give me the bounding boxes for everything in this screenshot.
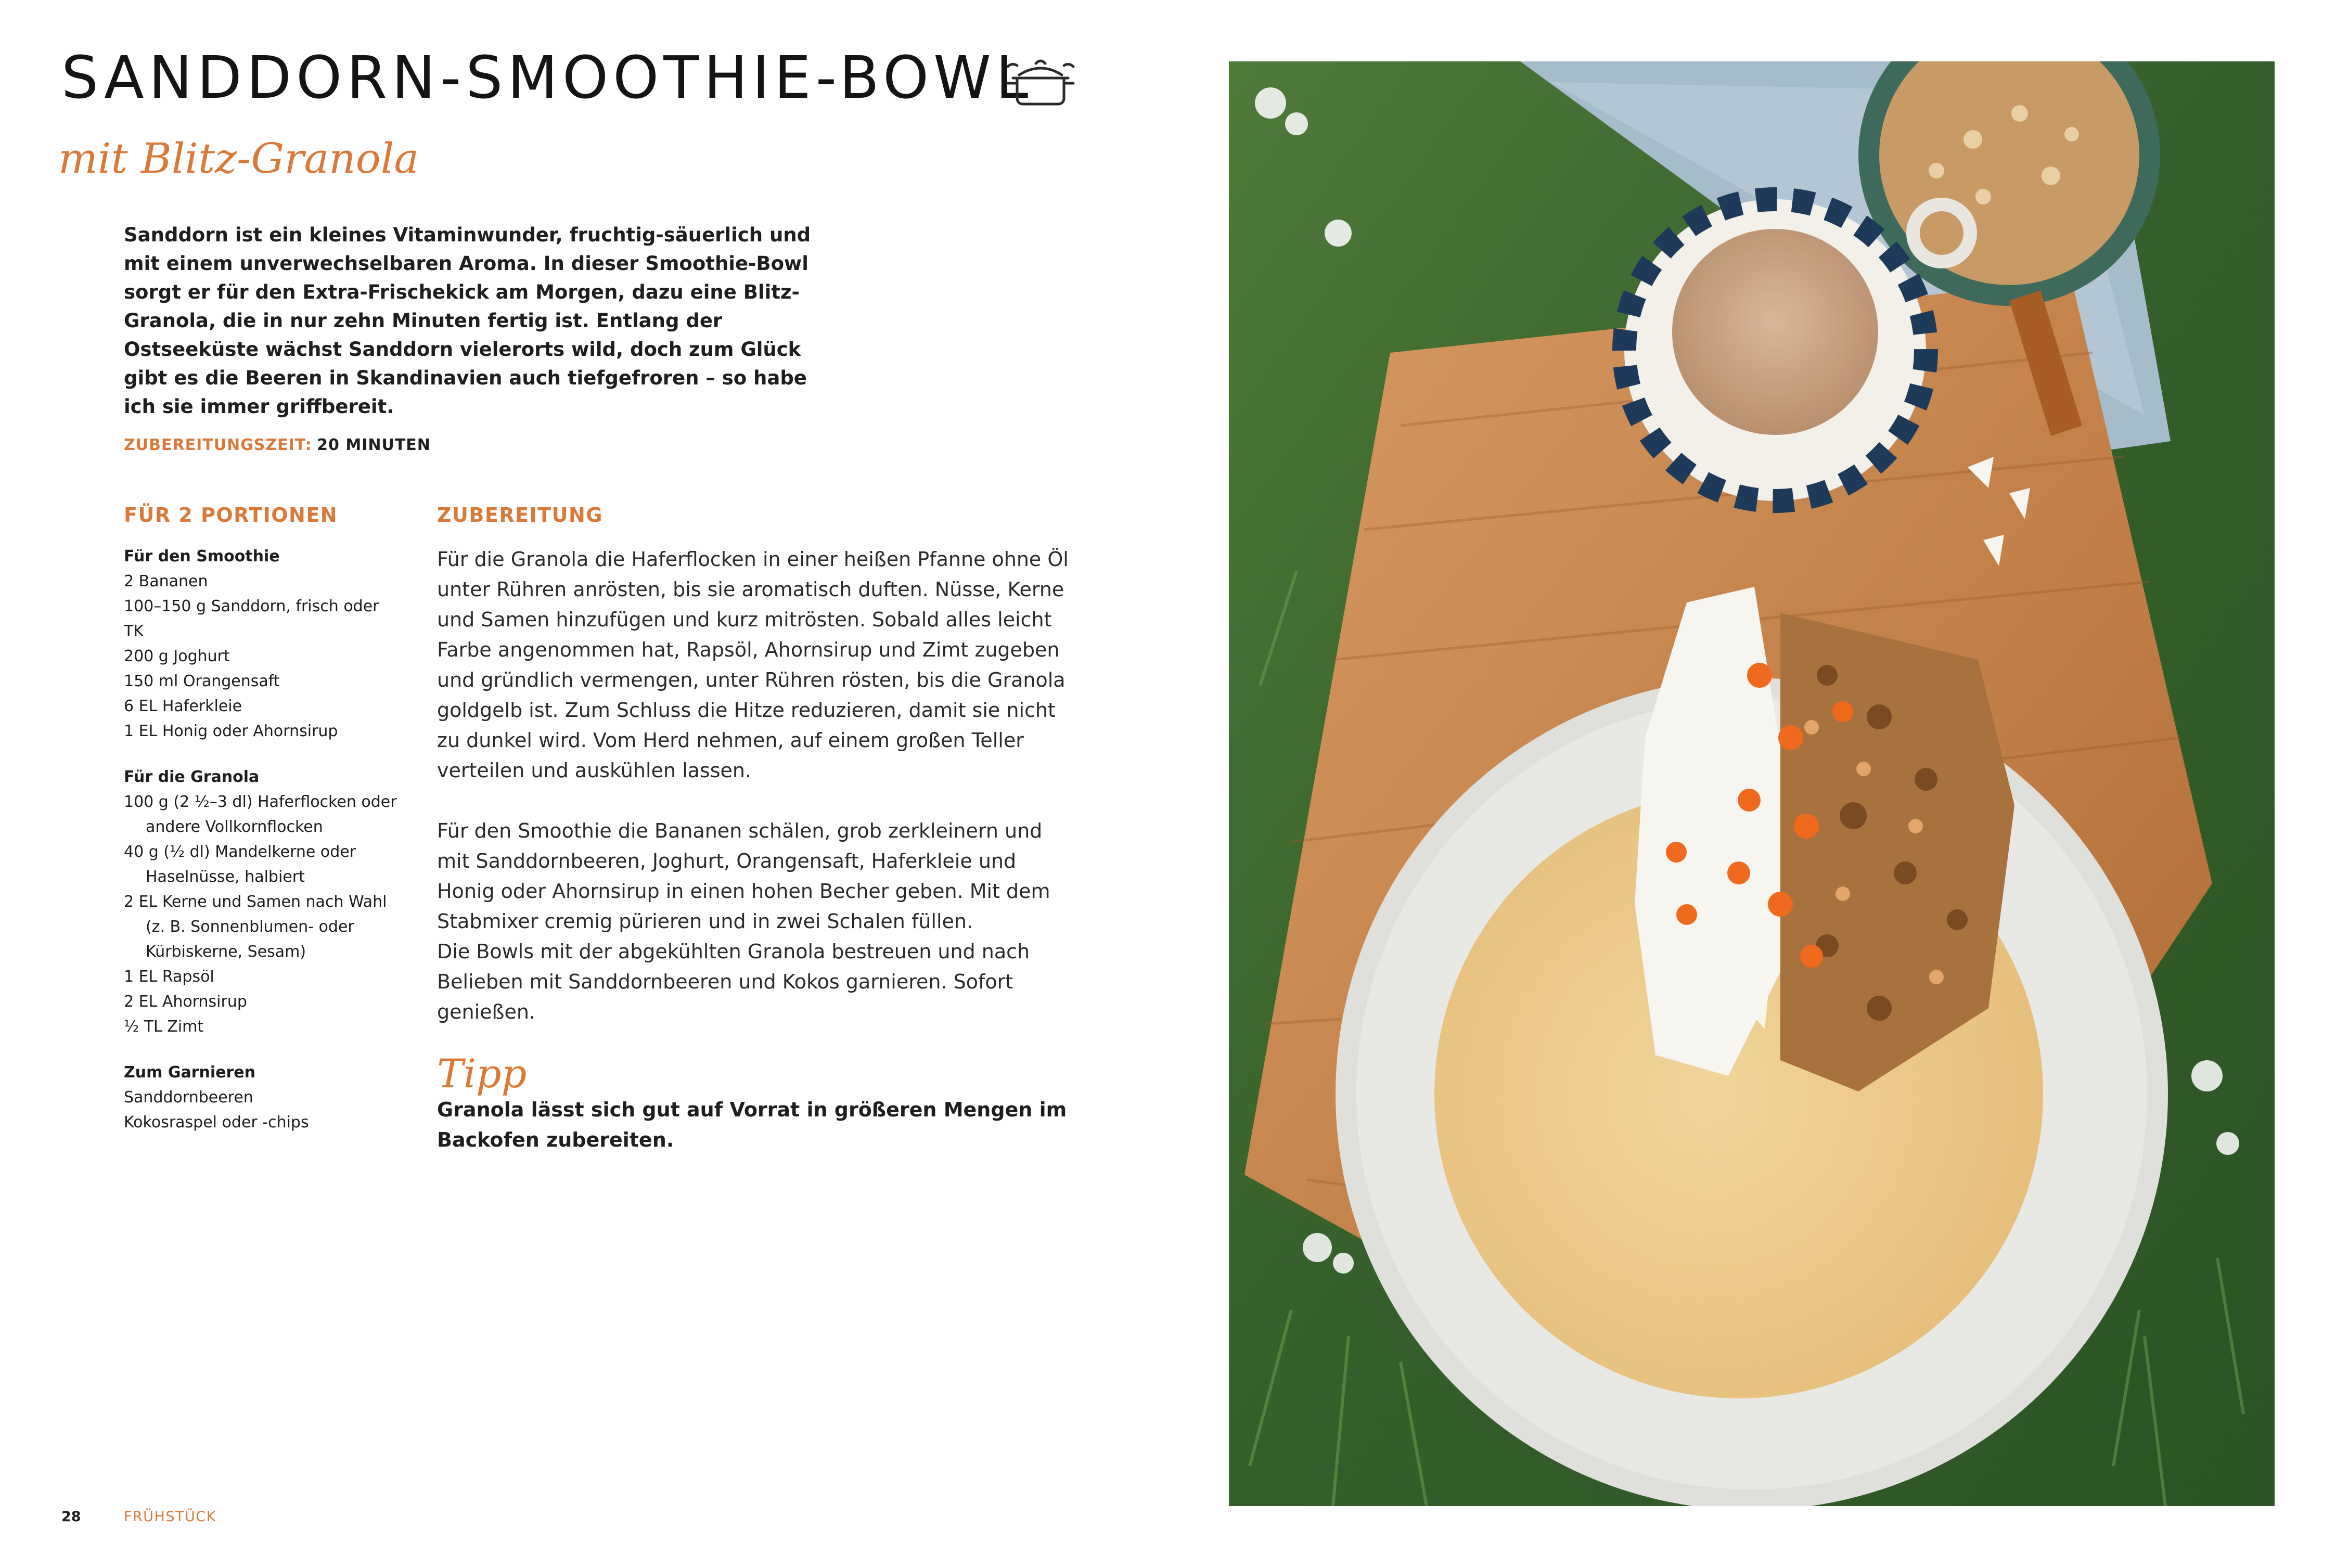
ingredients-heading: FÜR 2 PORTIONEN: [124, 504, 338, 526]
ingredient-item: 100 g (2 ½–3 dl) Haferflocken oder andere Vollkornflocken: [124, 793, 397, 836]
prep-time-value: 20 MINUTEN: [317, 436, 431, 454]
recipe-subtitle: mit Blitz-Granola: [58, 134, 419, 183]
preparation-column: [437, 504, 1072, 1175]
prep-time-label: ZUBEREITUNGSZEIT:: [124, 436, 312, 454]
ingredient-group-title: Für den Smoothie: [124, 547, 280, 565]
ingredient-item: 100–150 g Sanddorn, frisch oder TK: [124, 597, 379, 640]
ingredient-item: 1 EL Rapsöl: [124, 968, 214, 986]
preparation-step: Für die Granola die Haferflocken in einer heißen Pfanne ohne Öl unter Rühren anrösten, bis sie aromatisch duften. Nüsse, Kerne und Samen hinzufügen und kurz mitrösten. Sobald alles leicht Farbe angenommen hat, Rapsöl, Ahornsirup und Zimt zugeben und gründlich vermengen, unter Rühren rösten, bis die Granola goldgelb ist. Zum Schluss die Hitze reduzieren, damit sie nicht zu dunkel wird. Vom Herd nehmen, auf einem großen Teller verteilen und auskühlen lassen.: [437, 548, 1069, 782]
tip-heading: Tipp: [437, 1050, 527, 1097]
ingredient-item: 1 EL Honig oder Ahornsirup: [124, 722, 338, 740]
tip-text: Granola lässt sich gut auf Vorrat in größeren Mengen im Backofen zubereiten.: [437, 1098, 1067, 1151]
section-name: FRÜHSTÜCK: [124, 1509, 216, 1525]
cooking-pot-icon: [1002, 52, 1080, 109]
intro-text: Sanddorn ist ein kleines Vitaminwunder, fruchtig-säuerlich und mit einem unverwechselbaren Aroma. In dieser Smoothie-Bowl sorgt er für den Extra-Frischekick am Morgen, dazu eine Blitz-Granola, die in nur zehn Minuten fertig ist. Entlang der Ostseeküste wächst Sanddorn vielerorts wild, doch zum Glück gibt es die Beeren in Skandinavien auch tiefgefroren – so habe ich sie immer griffbereit.: [124, 224, 811, 418]
ingredient-item: 2 EL Kerne und Samen nach Wahl (z. B. Sonnenblumen- oder Kürbiskerne, Sesam): [124, 893, 387, 961]
ingredients-column: [124, 504, 415, 1156]
ingredient-item: 6 EL Haferkleie: [124, 697, 242, 715]
ingredient-item: 2 EL Ahornsirup: [124, 993, 247, 1011]
ingredient-group-smoothie: [124, 544, 415, 744]
ingredient-item: 150 ml Orangensaft: [124, 672, 280, 690]
ingredient-item: Sanddornbeeren: [124, 1088, 253, 1107]
ingredient-item: 40 g (½ dl) Mandelkerne oder Haselnüsse, halbiert: [124, 843, 356, 886]
preparation-step: Für den Smoothie die Bananen schälen, grob zerkleinern und mit Sanddornbeeren, Joghurt, Orangensaft, Haferkleie und Honig oder Ahornsirup in einen hohen Becher geben. Mit dem Stabmixer cremig pürieren und in zwei Schalen füllen.: [437, 819, 1050, 933]
page-number: 28: [61, 1509, 81, 1525]
ingredient-item: 200 g Joghurt: [124, 647, 230, 665]
ingredient-group-title: Zum Garnieren: [124, 1063, 255, 1082]
recipe-photo: [1229, 61, 2275, 1506]
ingredient-item: ½ TL Zimt: [124, 1018, 204, 1036]
ingredient-item: Kokosraspel oder -chips: [124, 1113, 309, 1132]
ingredient-group-granola: [124, 765, 415, 1039]
prep-time: [124, 436, 431, 454]
smoothie-bowl-photo: [1229, 61, 2275, 1506]
preparation-step: Die Bowls mit der abgekühlten Granola bestreuen und nach Belieben mit Sanddornbeeren und Kokos garnieren. Sofort genießen.: [437, 940, 1030, 1023]
ingredient-group-title: Für die Granola: [124, 768, 260, 786]
preparation-heading: ZUBEREITUNG: [437, 504, 603, 526]
ingredient-item: 2 Bananen: [124, 572, 208, 590]
ingredient-group-garnish: [124, 1060, 415, 1135]
recipe-title: SANDDORN-SMOOTHIE-BOWL: [61, 44, 1033, 112]
